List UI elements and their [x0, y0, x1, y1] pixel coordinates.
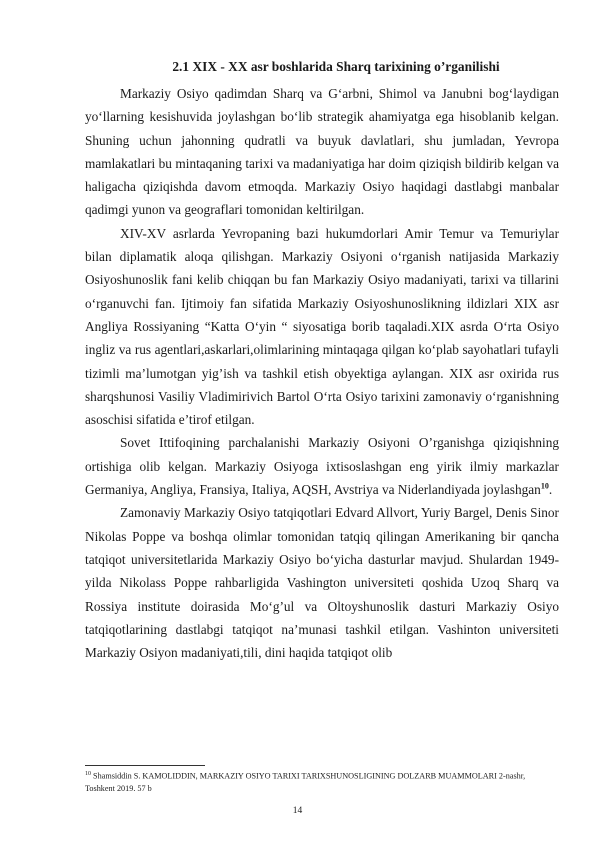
paragraph-3-text: Sovet Ittifoqining parchalanishi Markaziy Osiyoni O’rganishga qiziqishning ortishiga olib kelgan. Markaziy Osiyoga ixtisoslashgan eng yirik ilmiy markazlar Germaniya, Angliya, Fransiya, Italiya, AQSH, Avstriya va Niderlandiyada joylashgan — [85, 435, 559, 498]
footnote-reference[interactable]: 10 — [540, 481, 549, 491]
page-number: 14 — [292, 806, 303, 816]
paragraph-1: Markaziy Osiyo qadimdan Sharq va G‘arbni, Shimol va Janubni bog‘laydigan yo‘llarning kesishuvida joylashgan bo‘lib strategik ahamiyatga ega hisoblanib kelgan. Shuning uchun jahonning qudratli va buyuk davlatlari, shu jumladan, Yevropa mamlakatlari bu mintaqaning tarixi va madaniyatiga har doim qiziqish bildirib kelgan va haligacha qiziqishda davom etmoqda. Markaziy Osiyo haqidagi dastlabgi manbalar qadimgi yunon va geograflari tomonidan keltirilgan. — [85, 86, 559, 218]
footnote — [85, 768, 555, 796]
paragraph-2: XIV-XV asrlarda Yevropaning bazi hukumdorlari Amir Temur va Temuriylar bilan diplamatik aloqa qilishgan. Markaziy Osiyoni o‘rganish natijasida Markaziy Osiyoshunoslik fani kelib chiqqan bu fan Markaziy Osiyo madaniyati, tarixi va tillarini o‘rganuvchi fan. Ijtimoiy fan sifatida Markaziy Osiyoshunoslikning ildizlari XIX asr Angliya Rossiyaning “Katta O‘yin “ siyosatiga borib taqaladi.XIX asrda O‘rta Osiyo ingliz va rus agentlari,askarlari,olimlarining mintaqaga qilgan ko‘plab sayohatlari tufayli tizimli ma’lumotgan yig’ish va tashkil etish obyektiga aylangan. XIX asr oxirida rus sharqshunosi Vasiliy Vladimirivich Bartol O‘rta Osiyo tarixini zamonaviy o‘rganishning asoschisi sifatida e’tirof etilgan. — [85, 225, 559, 428]
footnote-divider — [85, 765, 205, 766]
paragraph-4: Zamonaviy Markaziy Osiyo tatqiqotlari Edvard Allvort, Yuriy Bargel, Denis Sinor Nikolas Poppe va boshqa olimlar tomonidan tatqiq qilingan Amerikaning bir qancha tatqiqot universitetlarida Markaziy Osiyo bo‘yicha dasturlar mavjud. Shulardan 1949-yilda Nikolass Poppe rahbarligida Vashington universiteti qoshida Uzoq Sharq va Rossiya institute doirasida Mo‘g’ul va Oltoyshunoslik dasturi Markaziy Osiyo tatqiqotlarining dastlabgi tatqiqot na’munasi tashkil etilgan. Vashinton universiteti Markaziy Osiyon madaniyati,tili, dini haqida tatqiqot olib — [85, 505, 559, 661]
paragraph-3 — [85, 431, 559, 501]
footnote-marker: 10 — [85, 771, 91, 777]
page-body — [85, 56, 559, 664]
footnote-text: Shamsiddin S. KAMOLIDDIN, MARKAZIY OSIYO TARIXI TARIXSHUNOSLIGINING DOLZARB MUAMMOLARI 2-nashr, Toshkent 2019. 57 b — [85, 771, 526, 794]
paragraph-3-end: . — [548, 482, 553, 498]
section-heading: 2.1 XIX - XX asr boshlarida Sharq tarixining o’rganilishi — [172, 59, 500, 74]
